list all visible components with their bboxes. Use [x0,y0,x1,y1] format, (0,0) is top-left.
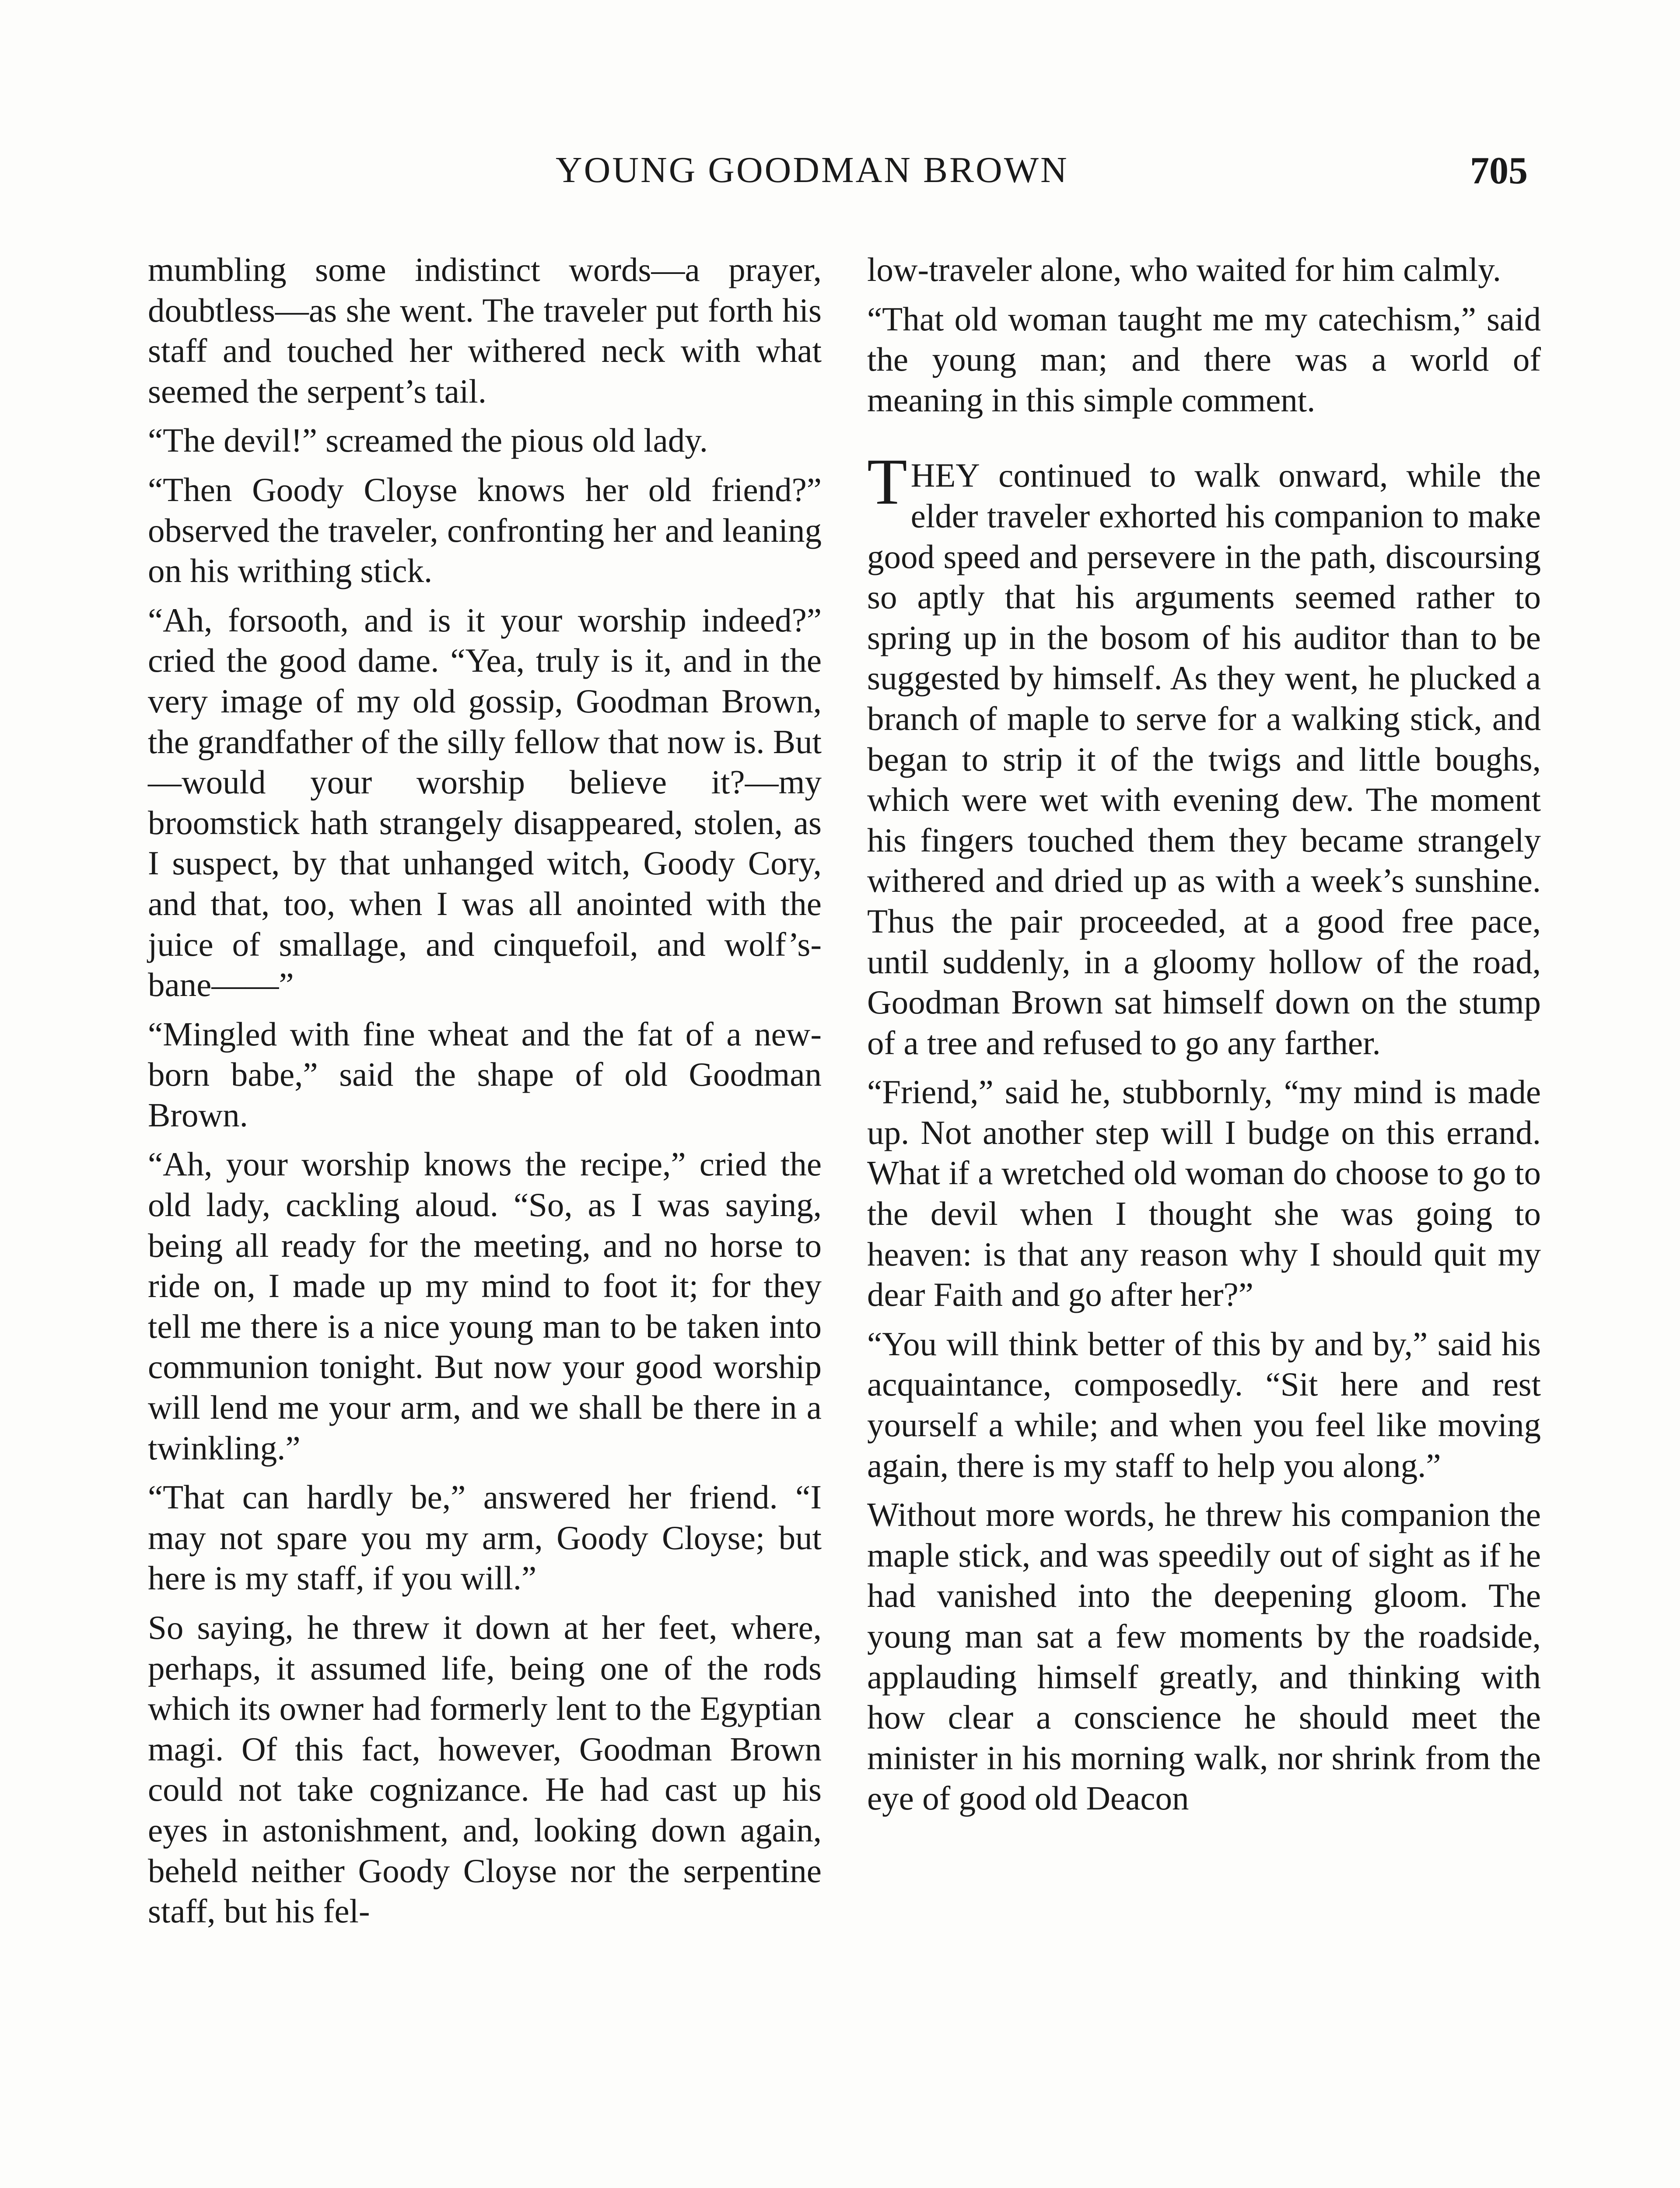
left-paragraph-5: “Mingled with fine wheat and the fat of a new-born babe,” said the shape of old Goodman Brown. [148,1015,822,1134]
right-column [867,249,1541,1827]
right-paragraph-2: “That old woman taught me my catechism,” said the young man; and there was a world of meaning in this simple comment. [867,300,1541,419]
page-number: 705 [1470,150,1528,192]
small-caps-word: HEY [910,456,980,494]
paragraph-text: continued to walk onward, while the elder traveler exhorted his companion to make good speed and persevere in the path, discoursing so aptly that his arguments seemed rather to spring up in the bosom of his auditor than to be suggested by himself. As they went, he plucked a branch of maple to serve for a walking stick, and began to strip it of the twigs and little boughs, which were wet with evening dew. The moment his fingers touched them they became strangely withered and dried up as with a week’s sunshine. Thus the pair proceeded, at a good free pace, until suddenly, in a gloomy hollow of the road, Goodman Brown sat himself down on the stump of a tree and refused to go any farther. [867,456,1541,1062]
right-paragraph-1: low-traveler alone, who waited for him calmly. [867,251,1501,288]
left-paragraph-4: “Ah, forsooth, and is it your worship indeed?” cried the good dame. “Yea, truly is it, and in the very image of my old gossip, Goodman Brown, the grandfather of the silly fellow that now is. But—would your worship believe it?—my broomstick hath strangely disappeared, stolen, as I suspect, by that unhanged witch, Goody Cory, and that, too, when I was all anointed with the juice of smallage, and cinquefoil, and wolf’s-bane——” [148,601,822,1004]
drop-cap: T [867,445,907,519]
right-paragraph-6: Without more words, he threw his companion the maple stick, and was speedily out of sight as if he had vanished into the deepening gloom. The young man sat a few moments by the roadside, applauding himself greatly, and thinking with how clear a conscience he should meet the minister in his morning walk, nor shrink from the eye of good old Deacon [867,1496,1541,1817]
right-paragraph-3 [867,445,1541,1063]
left-paragraph-6: “Ah, your worship knows the recipe,” cried the old lady, cackling aloud. “So, as I was saying, being all ready for the meeting, and no horse to ride on, I made up my mind to foot it; for they tell me there is a nice young man to be taken into communion tonight. But now your good worship will lend me your arm, and we shall be there in a twinkling.” [148,1145,822,1467]
right-paragraph-4: “Friend,” said he, stubbornly, “my mind is made up. Not another step will I budge on this errand. What if a wretched old woman do choose to go to the devil when I thought she was going to heaven: is that any reason why I should quit my dear Faith and go after her?” [867,1073,1541,1314]
left-paragraph-7: “That can hardly be,” answered her friend. “I may not spare you my arm, Goody Cloyse; but here is my staff, if you will.” [148,1478,822,1597]
right-paragraph-5: “You will think better of this by and by,” said his acquaintance, composedly. “Sit here and rest yourself a while; and when you feel like moving again, there is my staff to help you along.” [867,1325,1541,1484]
page-header [0,149,1680,201]
left-paragraph-1: mumbling some indistinct words—a prayer, doubtless—as she went. The traveler put forth his staff and touched her withered neck with what seemed the serpent’s tail. [148,251,822,410]
running-title: YOUNG GOODMAN BROWN [556,150,1069,190]
left-paragraph-8: So saying, he threw it down at her feet, where, perhaps, it assumed life, being one of the rods which its owner had formerly lent to the Egyptian magi. Of this fact, however, Goodman Brown could not take cognizance. He had cast up his eyes in astonishment, and, looking down again, beheld neither Goody Cloyse nor the serpentine staff, but his fel- [148,1609,822,1930]
section-break [867,429,1541,455]
left-column [148,249,822,1940]
left-paragraph-3: “Then Goody Cloyse knows her old friend?” observed the traveler, confronting her and leaning on his writhing stick. [148,470,822,590]
left-paragraph-2: “The devil!” screamed the pious old lady. [148,421,708,459]
